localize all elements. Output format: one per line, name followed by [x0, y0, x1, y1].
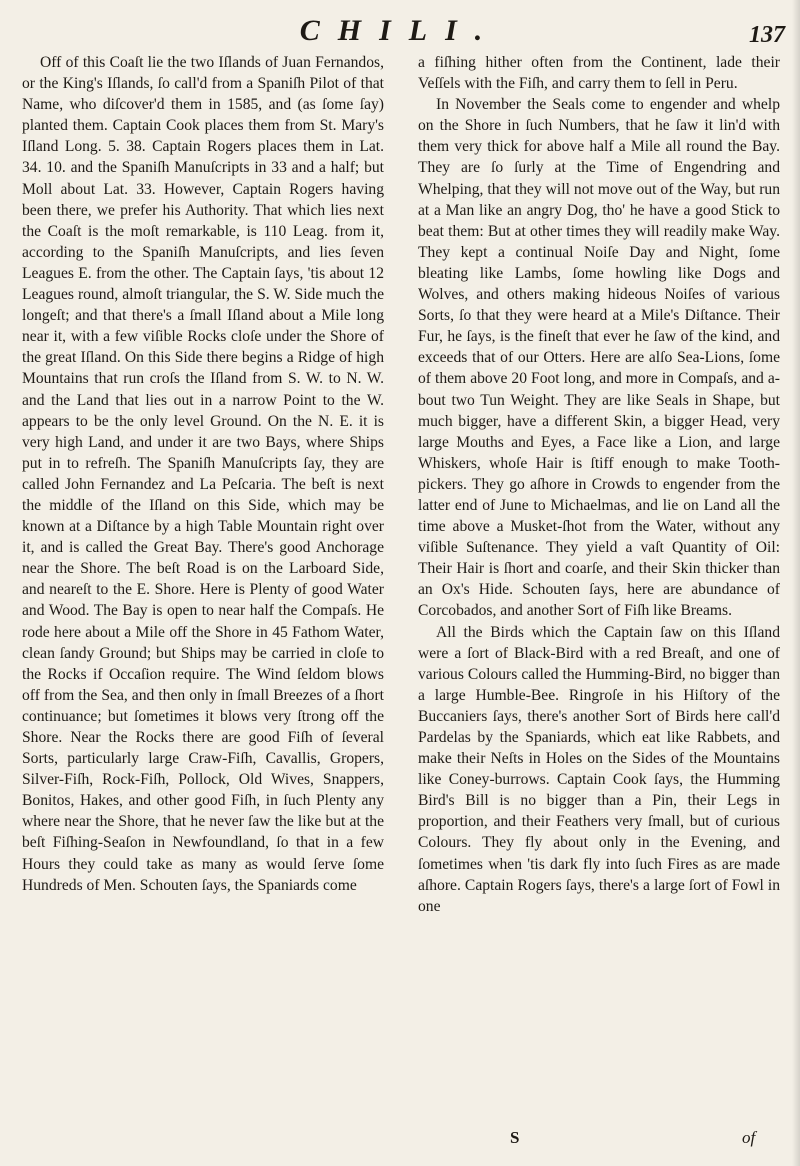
left-column	[22, 52, 384, 896]
running-title: CHILI.	[299, 14, 501, 47]
right-paragraph-2: In November the Seals come to engender and whelp on the Shore in ſuch Numbers, that he ſaw it lin'd with them very thick for above half a Mile all round the Bay. They are ſo ſurly at the Time of Engendring and Whelping, that they will not move out of the Way, but run at a Man like an angry Dog, tho' he have a good Stick to beat them: But at other times they will readily make Way. They kept a continual Noiſe Day and Night, ſome bleating like Lambs, ſome howling like Dogs and Wolves, and others making hideous Noiſes of various Sorts, ſo that they were heard at a Mile's Diſtance. Their Fur, he ſays, is the fineſt that ever he ſaw of the kind, and exceeds that of our Otters. Here are alſo Sea-Lions, ſome of them above 20 Foot long, and more in Compaſs, and about two Tun Weight. They are like Seals in Shape, but much bigger, have a different Skin, a bigger Head, very large Mouths and Eyes, a Face like a Lion, and large Whiskers, whoſe Hair is ſtiff enough to make Tooth-pickers. They go aſhore in Crowds to engender from the latter end of June to Michaelmas, and lie on Land all the time above a Musket-ſhot from the Water, without any viſible Suſtenance. They yield a vaſt Quantity of Oil: Their Hair is ſhort and coarſe, and their Skin thicker than an Ox's Hide. Schouten ſays, here are abundance of Corcobados, and another Sort of Fiſh like Breams.	[418, 96, 780, 620]
right-column	[418, 52, 780, 917]
catchword: of	[742, 1128, 756, 1147]
running-head	[0, 14, 800, 56]
page-number: 137	[749, 22, 785, 48]
left-paragraph-1: Off of this Coaſt lie the two Iſlands of Juan Fernandos, or the King's Iſlands, ſo call'd from a Spaniſh Pilot of that Name, who diſcover'd them in 1585, and (as ſome ſay) planted them. Captain Cook places them from St. Mary's Iſland Long. 5. 38. Captain Rogers places them in Lat. 34. 10. and the Spaniſh Manuſcripts in 33 and a half; but Moll about Lat. 33. However, Captain Rogers having been there, we prefer his Authority. That which lies next the Coaſt is the moſt remarkable, is 110 Leag. from it, according to the Spaniſh Manuſcripts, and lies ſeven Leagues E. from the other. The Captain ſays, 'tis about 12 Leagues round, almoſt triangular, the S. W. Side much the longeſt; and that there's a ſmall Iſland about a Mile long near it, with a few viſible Rocks cloſe under the Shore of the great Iſland. On this Side there begins a Ridge of high Mountains that run croſs the Iſland from S. W. to N. W. and the Land that lies out in a narrow Point to the W. appears to be the only level Ground. On the N. E. it is very high Land, and under it are two Bays, where Ships put in to refreſh. The Spaniſh Manuſcripts ſay, they are called John Fernandez and La Peſcaria. The beſt is next the middle of the Iſland on this Side, which may be known at a Diſtance by a high Table Mountain right over it, and is called the Great Bay. There's good Anchorage near the Shore. The beſt Road is on the Larboard Side, and neareſt to the E. Shore. Here is Plenty of good Water and Wood. The Bay is open to near half the Compaſs. He rode here about a Mile off the Shore in 45 Fathom Water, clean ſandy Ground; but Ships may be carried in cloſe to the Rocks if Occaſion require. The Wind ſeldom blows off from the Sea, and then only in ſmall Breezes of a ſhort continuance; but ſometimes it blows very ſtrong off the Shore. Near the Rocks there are good Fiſh of ſeveral Sorts, particularly large Craw-Fiſh, Cavallis, Gropers, Silver-Fiſh, Rock-Fiſh, Pollock, Old Wives, Snappers, Bonitos, Hakes, and other good Fiſh, in ſuch Plenty any where near the Shore, that he never ſaw the like but at the beſt Fiſhing-Seaſon in Newfoundland, ſo that in a few Hours they could take as many as would ſerve ſome Hundreds of Men. Schouten ſays, the Spaniards come	[22, 54, 384, 894]
signature-mark: S	[510, 1128, 520, 1147]
right-paragraph-1: a fiſhing hither often from the Continent, lade their Veſſels with the Fiſh, and carry them to ſell in Peru.	[418, 54, 780, 93]
page-edge-shadow	[792, 0, 800, 1166]
right-paragraph-3: All the Birds which the Captain ſaw on this Iſland were a ſort of Black-Bird with a red Breaſt, and one of various Colours called the Humming-Bird, no bigger than a large Humble-Bee. Ringroſe in his Hiſtory of the Buccaniers ſays, there's another Sort of Birds here call'd Pardelas by the Spaniards, which eat like Rabbets, and make their Neſts in Holes on the Sides of the Mountains like Coney-burrows. Captain Cook ſays, the Humming Bird's Bill is no bigger than a Pin, their Legs in proportion, and their Feathers very ſmall, but of curious Colours. They fly about only in the Evening, and ſometimes when 'tis dark fly into ſuch Fires as are made aſhore. Captain Rogers ſays, there's a large ſort of Fowl in one	[418, 623, 780, 915]
